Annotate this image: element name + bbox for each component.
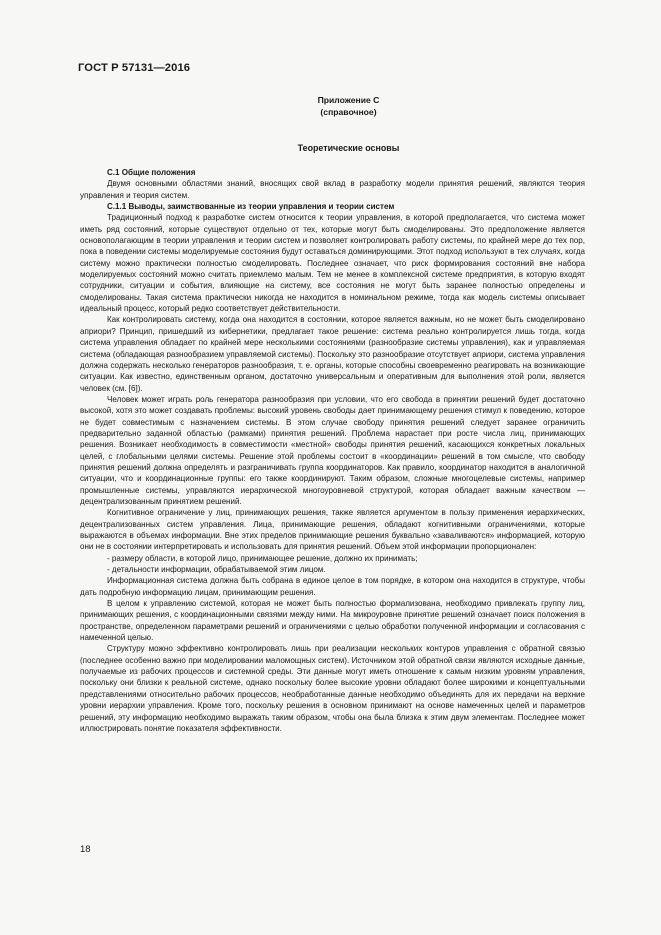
paragraph: Двумя основными областями знаний, вносящих свой вклад в разработку модели принятия решений, являются теория управления и теория систем. <box>80 179 585 200</box>
section-title: Теоретические основы <box>297 143 400 153</box>
list-item: - размеру области, в которой лицо, принимающее решение, должно их принимать; <box>107 553 418 563</box>
paragraph: В целом к управлению системой, которая не может быть полностью формализована, необходимо привлекать группу лиц, принимающих решения, с координационными связями между ними. На микроуровне принятие решений означает поиск положения в пространстве, определенном параметрами решений и ограничениями с целью обработки полученной информации и согласования с намеченной целью. <box>80 599 585 643</box>
paragraph: Когнитивное ограничение у лиц, принимающих решения, также является аргументом в пользу применения иерархических, децентрализованных систем управления. Лица, принимающие решения, обладают когнитивными ограничениями, которые выражаются в объемах информации. Вне этих пределов принимающие решения буквально «заваливаются» информацией, которую они не в состоянии интерпретировать и использовать для принятия решений. Объем этой информации пропорционален: <box>80 508 585 552</box>
list-item: - детальности информации, обрабатываемой этим лицом. <box>107 565 326 575</box>
paragraph: Человек может играть роль генератора разнообразия при условии, что его свобода в принятии решений будет достаточно высокой, хотя это может создавать проблемы: высокий уровень свободы дает принимающему решения стимул к поведению, которое не будет совместимым с назначением системы. В этом случае свободу принятия решений следует заранее ограничить предварительно заданной областью (рамками) принятия решений. Проблема нарастает при росте числа лиц, принимающих решения. Возникает необходимость в совместимости «местной» свободы принятия решений, касающихся конкретных локальных целей, с глобальными целями системы. Решение этой проблемы состоит в «координации» решений в том смысле, что свободу принятия решений должна определять и разграничивать группа координаторов. Как правило, координатор находится в аналогичной ситуации, что и координационные группы: его также координируют. Таким образом, сложные многоцелевые системы, например промышленные системы, управляются иерархической многоуровневой структурой, которая обладает важным качеством — децентрализованным принятием решений. <box>80 394 585 506</box>
standard-header: ГОСТ Р 57131—2016 <box>78 62 191 74</box>
body-text <box>80 167 585 734</box>
appendix-subtitle: (справочное) <box>320 107 377 117</box>
paragraph: Как контролировать систему, когда она находится в состоянии, которое является важным, но не может быть смоделировано априори? Принцип, пришедший из кибернетики, предлагает такое решение: система реально контролируется лишь тогда, когда система управления обладает по крайней мере несколькими состояниями (разнообразие системы управления), как и управляемая система (обладающая разнообразием управляемой системы). Поскольку это разнообразие отсутствует априори, система управления должна содержать несколько генераторов разнообразия, т. е. органы, которые способны своевременно реагировать на возникающие ситуации. Как известно, единственным органом, достаточно универсальным и оперативным для выполнения этой роли, является человек (см. [6]). <box>80 315 585 393</box>
appendix-heading <box>0 94 661 118</box>
paragraph: Информационная система должна быть собрана в единое целое в том порядке, в котором она находится в структуре, чтобы дать подробную информацию лицам, принимающим решения. <box>80 576 585 597</box>
section-heading: С.1 Общие положения <box>107 168 196 177</box>
paragraph: Структуру можно эффективно контролировать лишь при реализации нескольких контуров управления с обратной связью (последнее особенно важно при моделировании маломощных систем). Источником этой обратной связи являются исходные данные, получаемые из рабочих процессов и системной среды. Эти данные могут иметь отношение к самым низким уровням управления, поскольку они близки к реальной системе, однако поскольку более высокие уровни обладают более широкими и концептуальными представлениями относительно рабочих процессов, необработанные данные необходимо объединять для их передачи на верхние уровни иерархии управления. Кроме того, поскольку решения в основном принимают на основе намеченных целей и параметров решений, эту информацию необходимо выражать таким образом, чтобы она была близка к этим двум элементам. Последнее может иллюстрировать понятие показателя эффективности. <box>80 644 585 733</box>
appendix-title: Приложение С <box>317 95 380 105</box>
page-number: 18 <box>80 844 91 855</box>
section-heading: С.1.1 Выводы, заимствованные из теории управления и теории систем <box>107 202 395 212</box>
paragraph: Традиционный подход к разработке систем относится к теории управления, в которой предполагается, что система может иметь ряд состояний, которые существуют отдельно от тех, которые могут быть смоделированы. Это предположение является основополагающим в теории управления и теории систем и позволяет контролировать работу системы, по крайней мере до тех пор, пока в поведении системы моделируемые состояния будут оставаться доминирующими. Этот подход используют в тех случаях, когда систему можно практически полностью смоделировать. Последнее означает, что риск формирования состояний вне набора моделируемых состояний можно считать приемлемо малым. Тем не менее в комплексной системе предприятия, в которую входят сотрудники, ситуации и события, влияющие на систему, все состояния не могут быть заранее полностью определены и смоделированы. Такая система практически никогда не находится в номинальном режиме, тогда как модель системы описывает идеальный процесс, который редко соответствует действительности. <box>80 213 585 314</box>
